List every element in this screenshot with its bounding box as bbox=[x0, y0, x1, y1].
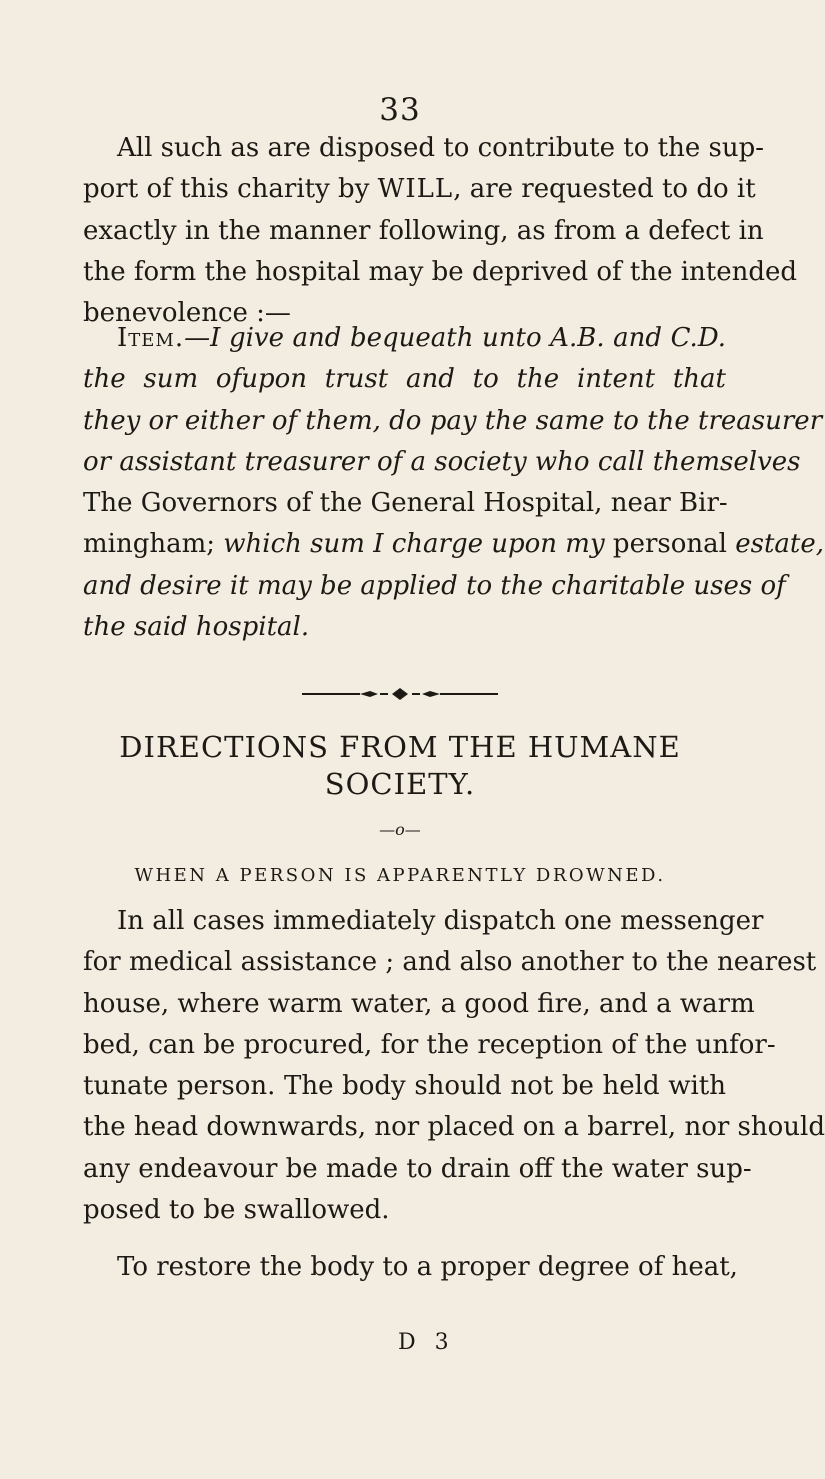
paragraph-directions bbox=[83, 901, 825, 1231]
text-line bbox=[83, 607, 726, 648]
text-line bbox=[83, 401, 823, 442]
ornament-icon bbox=[300, 686, 500, 702]
text-span: the said hospital. bbox=[83, 612, 310, 643]
text-span: mingham; bbox=[83, 529, 216, 560]
page-number: 33 bbox=[379, 92, 421, 128]
signature-mark: D 3 bbox=[398, 1330, 455, 1355]
text-line: any endeavour be made to drain off the water sup- bbox=[83, 1153, 752, 1184]
decorative-rule-ornament bbox=[0, 686, 800, 702]
text-line: benevolence :— bbox=[83, 298, 291, 329]
text-span: or assistant treasurer of a society who call themselves bbox=[83, 446, 801, 477]
text-line bbox=[83, 566, 786, 607]
text-span: they or either of them, do pay the same to the treasurer bbox=[83, 405, 823, 436]
text-line: To restore the body to a proper degree of heat, bbox=[117, 1252, 738, 1282]
item-label: Item. bbox=[117, 323, 185, 353]
text-span: and desire it may be applied to the charitable uses of bbox=[83, 570, 786, 601]
text-line bbox=[83, 442, 801, 483]
text-line: All such as are disposed to contribute to the sup- bbox=[117, 133, 764, 163]
text-span: estate, bbox=[726, 529, 824, 560]
text-line: In all cases immediately dispatch one messenger bbox=[117, 906, 764, 936]
heading-line: DIRECTIONS FROM THE HUMANE bbox=[119, 730, 681, 764]
text-line: exactly in the manner following, as from a defect in bbox=[83, 215, 764, 246]
text-span: port of this charity by bbox=[83, 174, 378, 205]
text-line: The Governors of the General Hospital, near Bir- bbox=[83, 488, 728, 519]
text-line: tunate person. The body should not be held with bbox=[83, 1071, 726, 1102]
text-span: upon trust and to the intent that bbox=[241, 364, 726, 395]
text-line bbox=[83, 318, 726, 359]
text-line bbox=[83, 169, 756, 210]
text-line bbox=[83, 359, 726, 400]
text-line: the head downwards, nor placed on a barrel, nor should bbox=[83, 1112, 825, 1143]
text-line: bed, can be procured, for the reception of the unfor- bbox=[83, 1029, 776, 1060]
text-line: posed to be swallowed. bbox=[83, 1195, 390, 1226]
text-span: the sum of bbox=[83, 364, 242, 395]
separator: —o— bbox=[379, 820, 421, 839]
section-heading bbox=[0, 729, 800, 803]
text-span: which sum I charge upon my bbox=[215, 529, 613, 560]
will-smallcaps: WILL bbox=[377, 174, 454, 205]
paragraph-restore bbox=[83, 1247, 738, 1288]
paragraph-bequest-form bbox=[83, 318, 824, 648]
text-span: personal bbox=[612, 529, 727, 560]
text-line: the form the hospital may be deprived of the intended bbox=[83, 256, 798, 287]
text-line: house, where warm water, a good fire, and a warm bbox=[83, 988, 755, 1019]
subheading: WHEN A PERSON IS APPARENTLY DROWNED. bbox=[134, 865, 666, 886]
heading-line: SOCIETY. bbox=[324, 767, 476, 801]
text-line bbox=[83, 524, 824, 565]
text-span: , are requested to do it bbox=[453, 174, 756, 205]
text-line: for medical assistance ; and also another to the nearest bbox=[83, 947, 817, 978]
text-span: —I give and bequeath unto A.B. and C.D. bbox=[184, 323, 726, 353]
paragraph-bequest-intro bbox=[83, 128, 798, 334]
